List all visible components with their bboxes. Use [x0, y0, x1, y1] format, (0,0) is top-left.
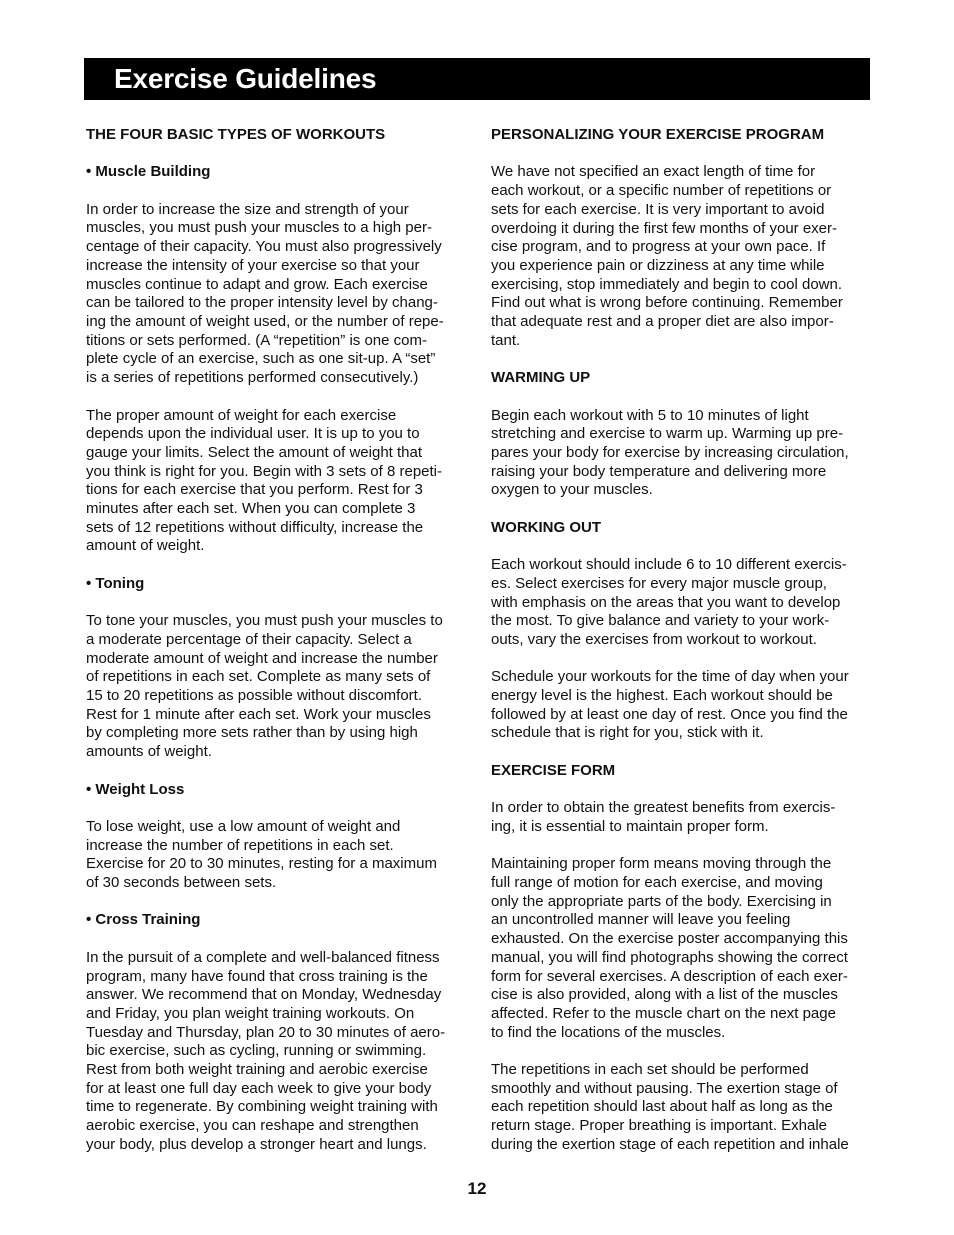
text-line: tions for each exercise that you perform. Rest for 3 [86, 481, 423, 499]
text-line: the most. To give balance and variety to your work- [491, 612, 830, 630]
text-line: energy level is the highest. Each workout should be [491, 687, 833, 704]
left-column [86, 126, 466, 1173]
text-line: amount of weight. [86, 537, 205, 555]
text-line: We have not specified an exact length of time for [491, 163, 816, 181]
paragraph [491, 668, 871, 743]
text-line: that adequate rest and a proper diet are also impor- [491, 313, 834, 331]
text-line: minutes after each set. When you can complete 3 [86, 500, 416, 518]
text-line: during the exertion stage of each repetition and inhale [491, 1135, 849, 1153]
text-line: • Toning [86, 574, 145, 592]
text-line: titions or sets performed. (A “repetition” is one com- [86, 331, 427, 349]
text-line: Rest from both weight training and aerobic exercise [86, 1061, 428, 1079]
text-line: bic exercise, such as cycling, running or swimming. [86, 1042, 427, 1060]
paragraph [491, 799, 871, 836]
text-line: depends upon the individual user. It is up to you to [86, 425, 420, 443]
text-line: centage of their capacity. You must also progressively [86, 238, 442, 256]
text-line: muscles, you must push your muscles to a high per- [86, 219, 432, 237]
text-line: The proper amount of weight for each exercise [86, 406, 397, 424]
section-heading [491, 369, 871, 388]
text-line: increase the intensity of your exercise so that your [86, 256, 420, 274]
text-line: Maintaining proper form means moving through the [491, 855, 832, 873]
text-line: The repetitions in each set should be performed [491, 1061, 809, 1078]
text-line: Find out what is wrong before continuing. Remember [491, 294, 843, 312]
text-line: PERSONALIZING YOUR EXERCISE PROGRAM [491, 126, 825, 143]
text-line: Rest for 1 minute after each set. Work your muscles [86, 705, 431, 723]
text-line: Begin each workout with 5 to 10 minutes of light [491, 406, 809, 424]
text-line: sets of 12 repetitions without difficulty, increase the [86, 518, 424, 536]
section-heading [86, 911, 466, 930]
section-heading [491, 762, 871, 781]
paragraph [86, 407, 466, 557]
text-line: with emphasis on the areas that you want to develop [491, 593, 841, 611]
text-line: increase the number of repetitions in each set. [86, 836, 394, 854]
text-line: and Friday, you plan weight training workouts. On [86, 1004, 415, 1022]
text-line: your body, plus develop a stronger heart and lungs. [86, 1135, 427, 1153]
text-line: smoothly and without pausing. The exertion stage of [491, 1079, 838, 1097]
text-line: WARMING UP [491, 369, 591, 387]
text-line: to find the locations of the muscles. [491, 1023, 726, 1041]
section-heading [86, 126, 466, 145]
text-line: each repetition should last about half as long as the [491, 1098, 833, 1116]
text-line: pares your body for exercise by increasing circulation, [491, 443, 849, 461]
paragraph [491, 407, 871, 501]
text-line: an uncontrolled manner will leave you feeling [491, 911, 791, 929]
text-line: schedule that is right for you, stick with it. [491, 724, 764, 742]
text-line: Exercise for 20 to 30 minutes, resting for a maximum [86, 855, 437, 873]
text-line: 15 to 20 repetitions as possible without discomfort. [86, 687, 423, 705]
text-line: each workout, or a specific number of repetitions or [491, 182, 832, 200]
section-heading [86, 781, 466, 800]
text-line: • Cross Training [86, 911, 201, 929]
text-line: EXERCISE FORM [491, 761, 616, 779]
text-line: ing the amount of weight used, or the number of repe- [86, 313, 444, 330]
text-line: WORKING OUT [491, 518, 601, 536]
page-number: 12 [467, 1179, 487, 1198]
text-line: form for several exercises. A description of each exer- [491, 967, 848, 985]
text-line: moderate amount of weight and increase the number [86, 649, 438, 667]
text-line: can be tailored to the proper intensity level by chang- [86, 294, 438, 312]
text-line: tant. [491, 331, 521, 349]
text-line: Each workout should include 6 to 10 different exercis- [491, 556, 847, 574]
text-line: only the appropriate parts of the body. Exercising in [491, 892, 832, 910]
text-line: you experience pain or dizziness at any time while [491, 256, 825, 274]
text-line: exercising, stop immediately and begin to cool down. [491, 275, 843, 293]
text-line: Schedule your workouts for the time of day when your [491, 668, 849, 686]
paragraph [491, 556, 871, 650]
text-line: aerobic exercise, you can reshape and strengthen [86, 1117, 419, 1135]
text-line: plete cycle of an exercise, such as one sit-up. A “set” [86, 350, 436, 368]
text-line: you think is right for you. Begin with 3 sets of 8 repeti- [86, 462, 443, 480]
paragraph [491, 163, 871, 350]
text-line: amounts of weight. [86, 743, 212, 761]
text-line: outs, vary the exercises from workout to workout. [491, 630, 817, 648]
text-line: return stage. Proper breathing is important. Exhale [491, 1117, 828, 1135]
text-line: of 30 seconds between sets. [86, 874, 277, 892]
section-heading [86, 163, 466, 182]
text-line: a moderate percentage of their capacity. Select a [86, 630, 412, 648]
page-title: Exercise Guidelines [114, 63, 377, 94]
text-line: • Muscle Building [86, 163, 211, 181]
text-line: of repetitions in each set. Complete as many sets of [86, 668, 431, 686]
text-line: In order to increase the size and strength of your [86, 200, 409, 218]
text-line: affected. Refer to the muscle chart on the next page [491, 1004, 836, 1022]
text-line: for at least one full day each week to give your body [86, 1079, 432, 1097]
text-line: oxygen to your muscles. [491, 481, 653, 499]
text-line: manual, you will find photographs showing the correct [491, 948, 848, 966]
text-line: is a series of repetitions performed consecutively.) [86, 369, 419, 387]
text-line: In order to obtain the greatest benefits from exercis- [491, 799, 836, 817]
text-line: es. Select exercises for every major muscle group, [491, 574, 827, 592]
text-line: by completing more sets rather than by using high [86, 724, 418, 742]
text-line: • Weight Loss [86, 780, 185, 798]
section-heading [491, 519, 871, 538]
paragraph [86, 818, 466, 893]
text-line: gauge your limits. Select the amount of weight that [86, 443, 423, 461]
text-line: THE FOUR BASIC TYPES OF WORKOUTS [86, 126, 386, 143]
text-line: cise is also provided, along with a list of the muscles [491, 986, 838, 1004]
text-line: Tuesday and Thursday, plan 20 to 30 minutes of aero- [86, 1023, 446, 1041]
text-line: muscles continue to adapt and grow. Each exercise [86, 275, 428, 293]
title-bar [84, 58, 870, 100]
text-line: To lose weight, use a low amount of weight and [86, 817, 401, 835]
text-line: answer. We recommend that on Monday, Wednesday [86, 986, 442, 1004]
paragraph [491, 1061, 871, 1155]
section-heading [491, 126, 871, 145]
text-line: In the pursuit of a complete and well-balanced fitness [86, 948, 440, 966]
section-heading [86, 575, 466, 594]
text-line: stretching and exercise to warm up. Warming up pre- [491, 425, 844, 443]
text-line: exhausted. On the exercise poster accompanying this [491, 930, 848, 948]
text-line: followed by at least one day of rest. Once you find the [491, 705, 848, 723]
paragraph [86, 612, 466, 762]
text-line: program, many have found that cross training is the [86, 967, 428, 985]
text-line: time to regenerate. By combining weight training with [86, 1098, 438, 1116]
text-line: sets for each exercise. It is very important to avoid [491, 200, 825, 218]
paragraph [491, 855, 871, 1042]
text-line: To tone your muscles, you must push your muscles to [86, 612, 443, 630]
right-column [491, 126, 871, 1173]
text-line: cise program, and to progress at your own pace. If [491, 238, 826, 256]
text-line: raising your body temperature and delivering more [491, 462, 827, 480]
text-line: full range of motion for each exercise, and moving [491, 873, 823, 891]
paragraph [86, 949, 466, 1155]
paragraph [86, 201, 466, 388]
text-line: overdoing it during the first few months of your exer- [491, 219, 837, 237]
text-line: ing, it is essential to maintain proper form. [491, 817, 769, 835]
